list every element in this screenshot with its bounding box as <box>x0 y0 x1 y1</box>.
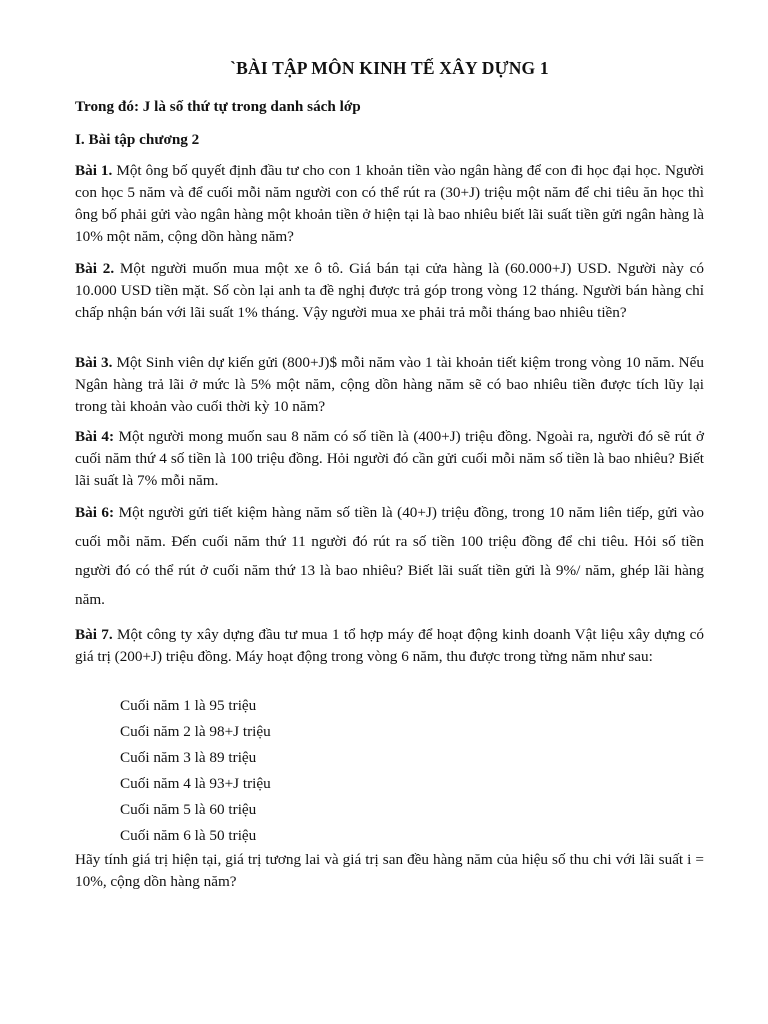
list-item: Cuối năm 6 là 50 triệu <box>120 827 257 844</box>
problem-1 <box>75 160 704 248</box>
problem-2-text: Một người muốn mua một xe ô tô. Giá bán tại cửa hàng là (60.000+J) USD. Người này có 10.000 USD tiền mặt. Số còn lại anh ta đề nghị được trả góp trong vòng 12 tháng. Người bán hàng chỉ chấp nhận bán với lãi suất 1% tháng. Vậy người mua xe phải trả mỗi tháng bao nhiêu tiền? <box>75 260 704 321</box>
problem-7-label: Bài 7. <box>75 626 113 643</box>
list-item: Cuối năm 2 là 98+J triệu <box>120 723 271 740</box>
problem-3 <box>75 352 704 418</box>
document-title: `BÀI TẬP MÔN KINH TẾ XÂY DỰNG 1 <box>230 58 549 78</box>
problem-4-text: Một người mong muốn sau 8 năm có số tiền là (400+J) triệu đồng. Ngoài ra, người đó sẽ rút ở cuối năm thứ 4 số tiền là 100 triệu đồng. Hỏi người đó cần gửi cuối mỗi năm số tiền là bao nhiêu? Biết lãi suất là 7% mỗi năm. <box>75 428 704 489</box>
list-item: Cuối năm 3 là 89 triệu <box>120 749 257 766</box>
list-item: Cuối năm 1 là 95 triệu <box>120 697 257 714</box>
cash-flow-list <box>120 696 271 852</box>
section-heading: I. Bài tập chương 2 <box>75 131 200 148</box>
list-item: Cuối năm 4 là 93+J triệu <box>120 775 271 792</box>
list-item: Cuối năm 5 là 60 triệu <box>120 801 257 818</box>
problem-3-text: Một Sinh viên dự kiến gửi (800+J)$ mỗi năm vào 1 tài khoản tiết kiệm trong vòng 10 năm. Nếu Ngân hàng trả lãi ở mức là 5% một năm, cộng dồn hàng năm sẽ có bao nhiêu tiền được tích lũy lại trong tài khoản vào cuối thời kỳ 10 năm? <box>75 354 704 415</box>
problem-4-label: Bài 4: <box>75 428 115 445</box>
problem-6-text: Một người gửi tiết kiệm hàng năm số tiền là (40+J) triệu đồng, trong 10 năm liên tiếp, gửi vào cuối mỗi năm. Đến cuối năm thứ 11 người đó rút ra số tiền 100 triệu đồng để chi tiêu. Hỏi số tiền người đó có thể rút ở cuối năm thứ 13 là bao nhiêu? Biết lãi suất tiền gửi là 9%/ năm, ghép lãi hàng năm. <box>75 504 705 608</box>
problem-2-label: Bài 2. <box>75 260 115 277</box>
problem-7-question: Hãy tính giá trị hiện tại, giá trị tương lai và giá trị san đều hàng năm của hiệu số thu chi với lãi suất i = 10%, cộng dồn hàng năm? <box>75 851 704 890</box>
problem-4 <box>75 426 704 492</box>
class-list-note: Trong đó: J là số thứ tự trong danh sách lớp <box>75 98 361 115</box>
problem-7 <box>75 624 704 668</box>
problem-6 <box>75 498 704 614</box>
problem-2 <box>75 258 704 324</box>
problem-7-text: Một công ty xây dựng đầu tư mua 1 tổ hợp máy để hoạt động kinh doanh Vật liệu xây dựng có giá trị (200+J) triệu đồng. Máy hoạt động trong vòng 6 năm, thu được trong từng năm như sau: <box>75 626 704 665</box>
problem-1-label: Bài 1. <box>75 162 113 179</box>
problem-6-label: Bài 6: <box>75 504 115 521</box>
problem-1-text: Một ông bố quyết định đầu tư cho con 1 khoản tiền vào ngân hàng để con đi học đại học. Người con học 5 năm và để cuối mỗi năm người con có thể rút ra (30+J) triệu một năm để chi tiêu ăn học thì ông bố phải gửi vào ngân hàng một khoản tiền ở hiện tại là bao nhiêu biết lãi suất tiền gửi ngân hàng là 10% một năm, cộng dồn hàng năm? <box>75 162 704 245</box>
problem-3-label: Bài 3. <box>75 354 113 371</box>
